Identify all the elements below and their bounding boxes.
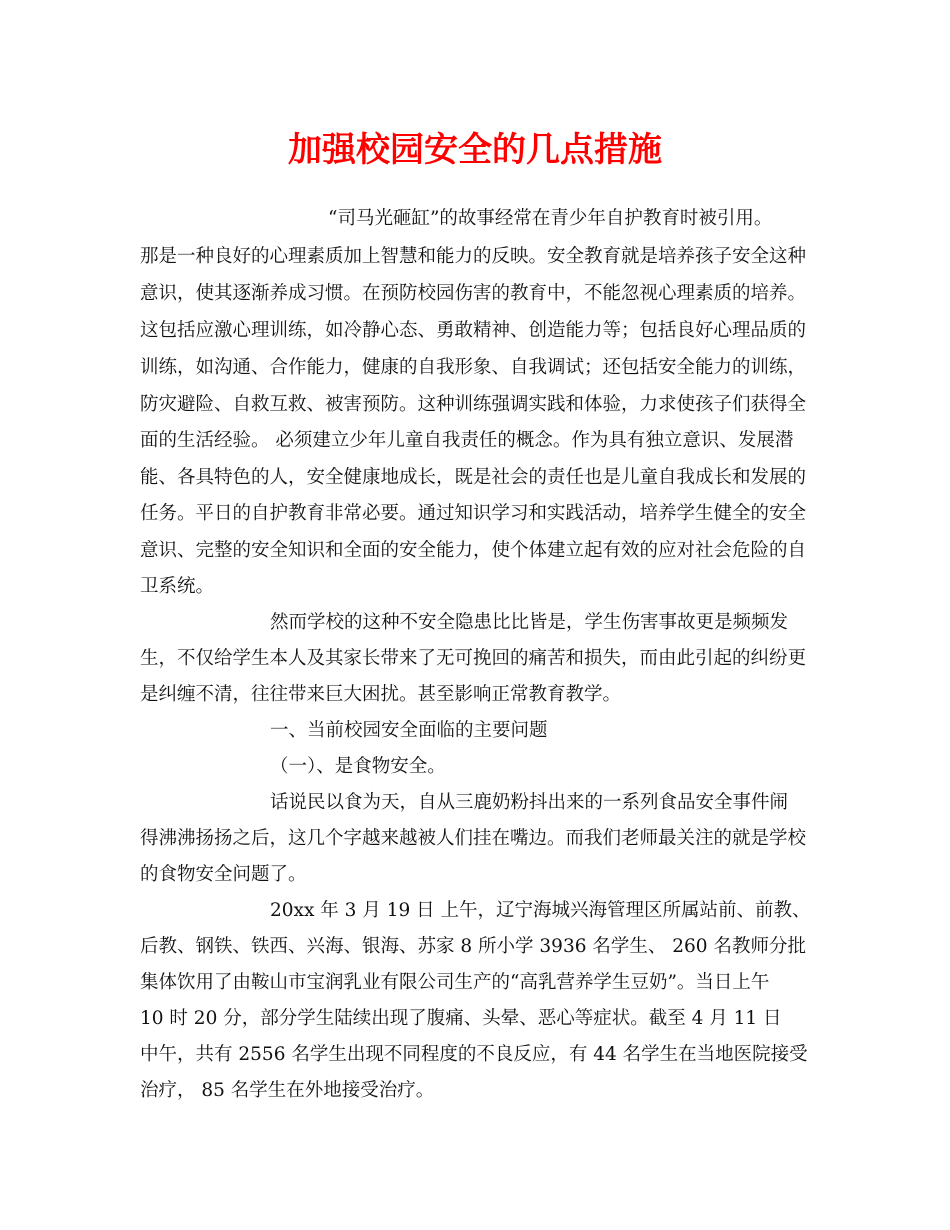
text-line: 治疗， 85 名学生在外地接受治疗。	[140, 1080, 435, 1101]
text-line: 意识，使其逐渐养成习惯。在预防校园伤害的教育中，不能忽视心理素质的培养。	[140, 283, 807, 304]
text-line: 的食物安全问题了。	[140, 864, 307, 885]
text-line: 训练，如沟通、合作能力，健康的自我形象、自我调试；还包括安全能力的训练，	[140, 357, 807, 378]
text-line: 生，不仅给学生本人及其家长带来了无可挽回的痛苦和损失，而由此引起的纠纷更	[140, 648, 807, 669]
text-line: 话说民以食为天，自从三鹿奶粉抖出来的一系列食品安全事件闹	[270, 792, 789, 813]
text-line: 面的生活经验。 必须建立少年儿童自我责任的概念。作为具有独立意识、发展潜	[140, 430, 794, 451]
text-line: 那是一种良好的心理素质加上智慧和能力的反映。安全教育就是培养孩子安全这种	[140, 246, 807, 267]
text-line: 中午，共有 2556 名学生出现不同程度的不良反应，有 44 名学生在当地医院接受	[140, 1044, 808, 1065]
text-line: 能、各具特色的人，安全健康地成长，既是社会的责任也是儿童自我成长和发展的	[140, 467, 807, 488]
document-title: 加强校园安全的几点措施	[288, 130, 662, 170]
text-line: 防灾避险、自救互救、被害预防。这种训练强调实践和体验，力求使孩子们获得全	[140, 394, 807, 415]
text-line: 后教、钢铁、铁西、兴海、银海、苏家 8 所小学 3936 名学生、 260 名教师分批	[140, 936, 806, 957]
text-line: “司马光砸缸”的故事经常在青少年自护教育时被引用。	[328, 208, 773, 229]
text-line: 任务。平日的自护教育非常必要。通过知识学习和实践活动，培养学生健全的安全	[140, 503, 807, 524]
text-line: 20xx 年 3 月 19 日 上午，辽宁海城兴海管理区所属站前、前教、	[270, 900, 811, 921]
text-line: 卫系统。	[140, 576, 215, 597]
text-line: 集体饮用了由鞍山市宝润乳业有限公司生产的“高乳营养学生豆奶”。当日上午	[140, 972, 770, 993]
subsection-heading: （一）、是食物安全。	[270, 756, 446, 777]
text-line: 10 时 20 分，部分学生陆续出现了腹痛、头晕、恶心等症状。截至 4 月 11 日	[140, 1008, 782, 1029]
text-line: 得沸沸扬扬之后，这几个字越来越被人们挂在嘴边。而我们老师最关注的就是学校	[140, 828, 807, 849]
text-line: 意识、完整的安全知识和全面的安全能力，使个体建立起有效的应对社会危险的自	[140, 540, 807, 561]
text-line: 然而学校的这种不安全隐患比比皆是，学生伤害事故更是频频发	[270, 612, 789, 633]
text-line: 这包括应激心理训练，如冷静心态、勇敢精神、创造能力等；包括良好心理品质的	[140, 320, 807, 341]
text-line: 是纠缠不清，往往带来巨大困扰。甚至影响正常教育教学。	[140, 684, 622, 705]
section-heading: 一、当前校园安全面临的主要问题	[270, 720, 548, 741]
